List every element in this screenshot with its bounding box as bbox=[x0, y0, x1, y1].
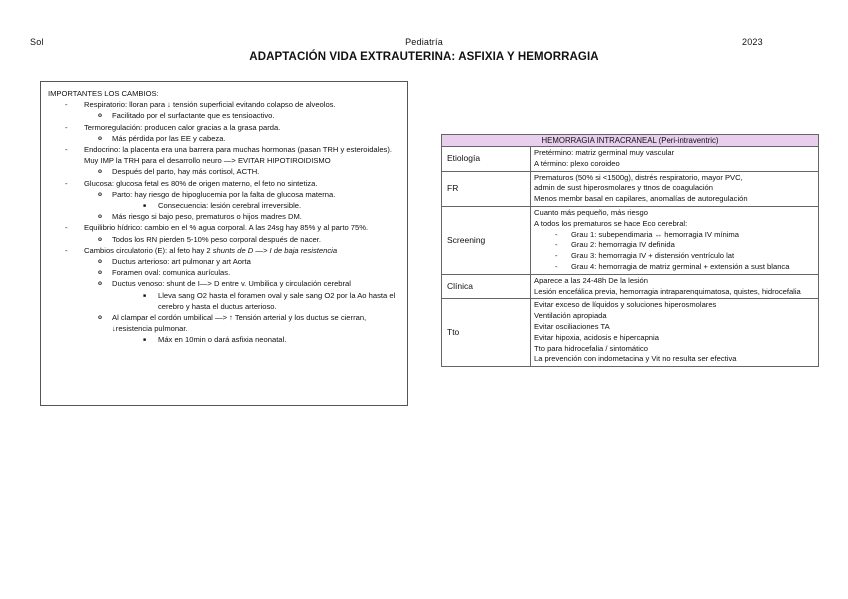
circle-marker: o bbox=[98, 314, 102, 322]
grade-item bbox=[534, 230, 815, 241]
item-text: Parto: hay riesgo de hipoglucemia por la falta de glucosa materna. bbox=[112, 189, 336, 199]
circle-marker: o bbox=[98, 258, 102, 266]
row-label-fr: FR bbox=[442, 171, 531, 206]
grade-text: Grau 2: hemorragia IV definida bbox=[571, 240, 675, 250]
cell-line: Tto para hidrocefalia / sintomático bbox=[534, 343, 648, 353]
cell-line: Ventilación apropiada bbox=[534, 311, 607, 321]
circle-marker: o bbox=[98, 190, 102, 198]
list-item bbox=[48, 144, 401, 166]
cell-line: Prematuros (50% si <1500g), distrés respiratorio, mayor PVC, bbox=[534, 172, 743, 182]
dash-marker: - bbox=[555, 229, 558, 239]
cell-line: La prevención con indometacina y Vit no resulta ser efectiva bbox=[534, 354, 737, 364]
item-text: Lleva sang O2 hasta el foramen oval y sale sang O2 por la Ao hasta el cerebro y hasta el ductus arterioso. bbox=[158, 290, 396, 311]
header-year: 2023 bbox=[742, 37, 763, 47]
cell-line: Cuanto más pequeño, más riesgo bbox=[534, 207, 648, 217]
cell-line: Evitar exceso de líquidos y soluciones hiperosmolares bbox=[534, 300, 717, 310]
item-text: Equilibrio hídrico: cambio en el % agua corporal. A las 24sg hay 85% y al parto 75%. bbox=[84, 223, 369, 233]
row-label-screening: Screening bbox=[442, 206, 531, 274]
list-item bbox=[48, 110, 401, 121]
dash-marker: - bbox=[555, 240, 558, 250]
grade-item bbox=[534, 251, 815, 262]
table-row bbox=[442, 147, 819, 172]
item-text: Termoregulación: producen calor gracias a la grasa parda. bbox=[84, 122, 281, 132]
item-text: Endocrino: la placenta era una barrera para muchas hormonas (pasan TRH y esteroidales). Muy IMP la TRH para el desarrollo neuro —> EVITAR HIPOTIROIDISMO bbox=[84, 145, 392, 166]
grade-text: Grau 1: subependimaria ↔ hemorragia IV mínima bbox=[571, 229, 739, 239]
changes-box bbox=[40, 81, 408, 406]
item-text: Ductus venoso: shunt de I—> D entre v. Umbilica y circulación cerebral bbox=[112, 279, 351, 289]
grade-item bbox=[534, 262, 815, 273]
dash-marker: - bbox=[555, 261, 558, 271]
circle-marker: o bbox=[98, 168, 102, 176]
circle-marker: o bbox=[98, 134, 102, 142]
row-content-tto bbox=[531, 299, 819, 367]
dash-marker: - bbox=[555, 251, 558, 261]
circle-marker: o bbox=[98, 235, 102, 243]
item-text: Cambios circulatorio (E): al feto hay 2 bbox=[84, 245, 213, 255]
list-item bbox=[48, 166, 401, 177]
row-content-screening bbox=[531, 206, 819, 274]
cell-line: A término: plexo coroideo bbox=[534, 158, 620, 168]
cell-line: admin de sust hiperosmolares y ttnos de coagulación bbox=[534, 183, 713, 193]
list-item bbox=[48, 334, 401, 345]
dash-marker: - bbox=[65, 178, 68, 188]
header-subject: Pediatría bbox=[405, 37, 443, 47]
cell-line: Evitar hipoxia, acidosis e hipercapnia bbox=[534, 332, 659, 342]
list-item bbox=[48, 278, 401, 289]
item-text: Glucosa: glucosa fetal es 80% de origen materno, el feto no sintetiza. bbox=[84, 178, 318, 188]
grade-text: Grau 4: hemorragia de matriz germinal + extensión a sust blanca bbox=[571, 261, 790, 271]
list-item bbox=[48, 245, 401, 256]
item-text: Ductus arterioso: art pulmonar y art Aorta bbox=[112, 257, 251, 267]
circle-marker: o bbox=[98, 112, 102, 120]
item-text: Máx en 10min o dará asfixia neonatal. bbox=[158, 335, 287, 345]
list-item bbox=[48, 99, 401, 110]
list-item bbox=[48, 234, 401, 245]
table-row bbox=[442, 274, 819, 299]
header-author: Sol bbox=[30, 37, 44, 47]
square-marker: ■ bbox=[143, 203, 147, 210]
circle-marker: o bbox=[98, 213, 102, 221]
list-item bbox=[48, 256, 401, 267]
square-marker: ■ bbox=[143, 337, 147, 344]
list-item bbox=[48, 211, 401, 222]
square-marker: ■ bbox=[143, 292, 147, 299]
table-title: HEMORRAGIA INTRACRANEAL (Peri-intraventric) bbox=[442, 135, 819, 147]
list-item bbox=[48, 200, 401, 211]
cell-line: Pretérmino: matriz germinal muy vascular bbox=[534, 148, 675, 157]
list-item bbox=[48, 189, 401, 200]
list-item bbox=[48, 178, 401, 189]
item-text: Facilitado por el surfactante que es tensioactivo. bbox=[112, 111, 275, 121]
row-content-fr bbox=[531, 171, 819, 206]
row-label-tto: Tto bbox=[442, 299, 531, 367]
hemorrhage-table bbox=[441, 134, 819, 367]
dash-marker: - bbox=[65, 223, 68, 233]
item-text: Todos los RN pierden 5-10% peso corporal después de nacer. bbox=[112, 234, 321, 244]
list-item bbox=[48, 133, 401, 144]
grade-item bbox=[534, 240, 815, 251]
list-item bbox=[48, 312, 401, 334]
circle-marker: o bbox=[98, 280, 102, 288]
item-text: Más riesgo si bajo peso, prematuros o hijos madres DM. bbox=[112, 212, 302, 222]
dash-marker: - bbox=[65, 245, 68, 255]
circle-marker: o bbox=[98, 269, 102, 277]
row-label-clinica: Clínica bbox=[442, 274, 531, 299]
dash-marker: - bbox=[65, 100, 68, 110]
cell-line: Aparece a las 24-48h De la lesión bbox=[534, 275, 648, 285]
grade-text: Grau 3: hemorragia IV + distensión ventrículo lat bbox=[571, 251, 735, 261]
row-content-etiologia bbox=[531, 147, 819, 172]
row-label-etiologia: Etiología bbox=[442, 147, 531, 172]
list-item bbox=[48, 222, 401, 233]
item-text: Más pérdida por las EE y cabeza. bbox=[112, 133, 226, 143]
cell-line: Evitar osciliaciones TA bbox=[534, 321, 610, 331]
table-row bbox=[442, 171, 819, 206]
cell-line: A todos los prematuros se hace Eco cerebral: bbox=[534, 218, 688, 228]
item-text: Consecuencia: lesión cerebral irreversible. bbox=[158, 201, 302, 211]
item-text-italic: shunts de D —> I de baja resistencia bbox=[212, 245, 338, 255]
table-row bbox=[442, 206, 819, 274]
list-item bbox=[48, 122, 401, 133]
item-text: Después del parto, hay más cortisol, ACTH. bbox=[112, 167, 260, 177]
dash-marker: - bbox=[65, 122, 68, 132]
cell-line: Menos membr basal en capilares, anomalías de autoregulación bbox=[534, 194, 748, 204]
list-item bbox=[48, 267, 401, 278]
list-item bbox=[48, 290, 401, 312]
cell-line: Lesión encefálica previa, hemorragia intraparenquimatosa, quistes, hidrocefalia bbox=[534, 286, 801, 296]
item-text: Al clampar el cordón umbilical —> ↑ Tensión arterial y los ductus se cierran, ↓resistencia pulmonar. bbox=[112, 313, 367, 334]
table-row bbox=[442, 299, 819, 367]
dash-marker: - bbox=[65, 145, 68, 155]
page-title: ADAPTACIÓN VIDA EXTRAUTERINA: ASFIXIA Y HEMORRAGIA bbox=[249, 51, 599, 63]
row-content-clinica bbox=[531, 274, 819, 299]
item-text: Foramen oval: comunica aurículas. bbox=[112, 268, 231, 278]
item-text: Respiratorio: lloran para ↓ tensión superficial evitando colapso de alveolos. bbox=[84, 100, 336, 110]
changes-heading: IMPORTANTES LOS CAMBIOS: bbox=[48, 89, 159, 98]
